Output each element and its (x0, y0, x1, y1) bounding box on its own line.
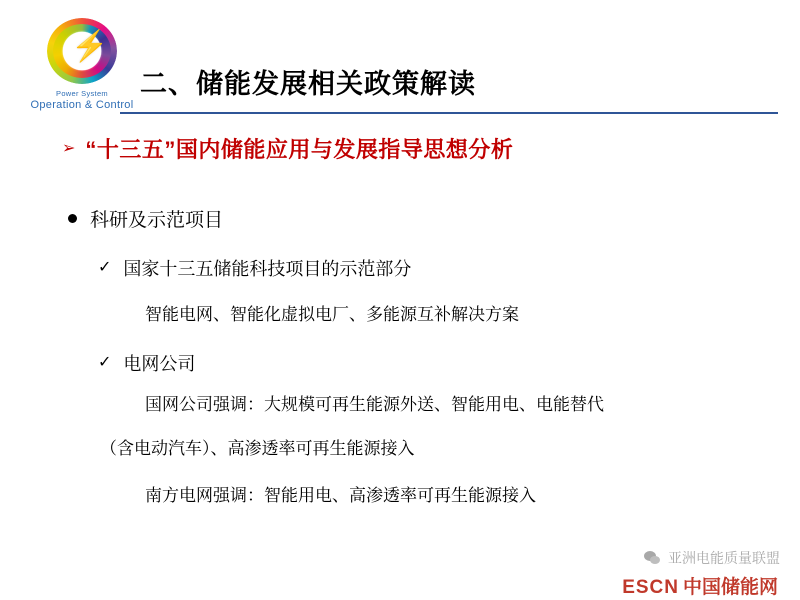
site-watermark-cn: 中国储能网 (682, 577, 778, 598)
arrow-bullet-icon: ➢ (62, 139, 76, 157)
slide-subtitle (62, 133, 513, 164)
bullet-level1-label: 科研及示范项目 (90, 210, 224, 231)
slide-title: 二、储能发展相关政策解读 (140, 69, 476, 99)
paragraph-2-line-1: 国网公司强调：大规模可再生能源外送、智能用电、电能替代 (145, 395, 604, 414)
bullet-check-2-label: 电网公司 (123, 354, 196, 374)
paragraph-3: 南方电网强调：智能用电、高渗透率可再生能源接入 (145, 486, 536, 505)
dot-bullet-icon (68, 214, 77, 223)
title-divider (120, 112, 778, 114)
bullet-check-1-label: 国家十三五储能科技项目的示范部分 (123, 259, 412, 279)
wechat-icon (644, 551, 661, 565)
site-watermark-en: ESCN (622, 577, 679, 598)
bullet-check-2 (98, 350, 195, 376)
site-watermark (622, 572, 778, 599)
lightning-bolt-icon: ⚡ (71, 30, 109, 63)
paragraph-2-line-2: （含电动汽车）、高渗透率可再生能源接入 (100, 439, 415, 458)
logo-text-line1: Power System (56, 89, 108, 98)
logo (28, 18, 136, 118)
check-bullet-icon: ✓ (98, 354, 112, 371)
check-bullet-icon: ✓ (98, 259, 112, 276)
bullet-check-1 (98, 255, 411, 281)
logo-mark (43, 18, 121, 88)
bullet-level1 (68, 205, 223, 232)
paragraph-1: 智能电网、智能化虚拟电厂、多能源互补解决方案 (145, 305, 519, 324)
subtitle-text: “十三五”国内储能应用与发展指导思想分析 (85, 137, 514, 162)
wechat-watermark (644, 548, 780, 568)
wechat-watermark-label: 亚洲电能质量联盟 (668, 550, 780, 566)
logo-text-line2: Operation & Control (30, 99, 134, 111)
